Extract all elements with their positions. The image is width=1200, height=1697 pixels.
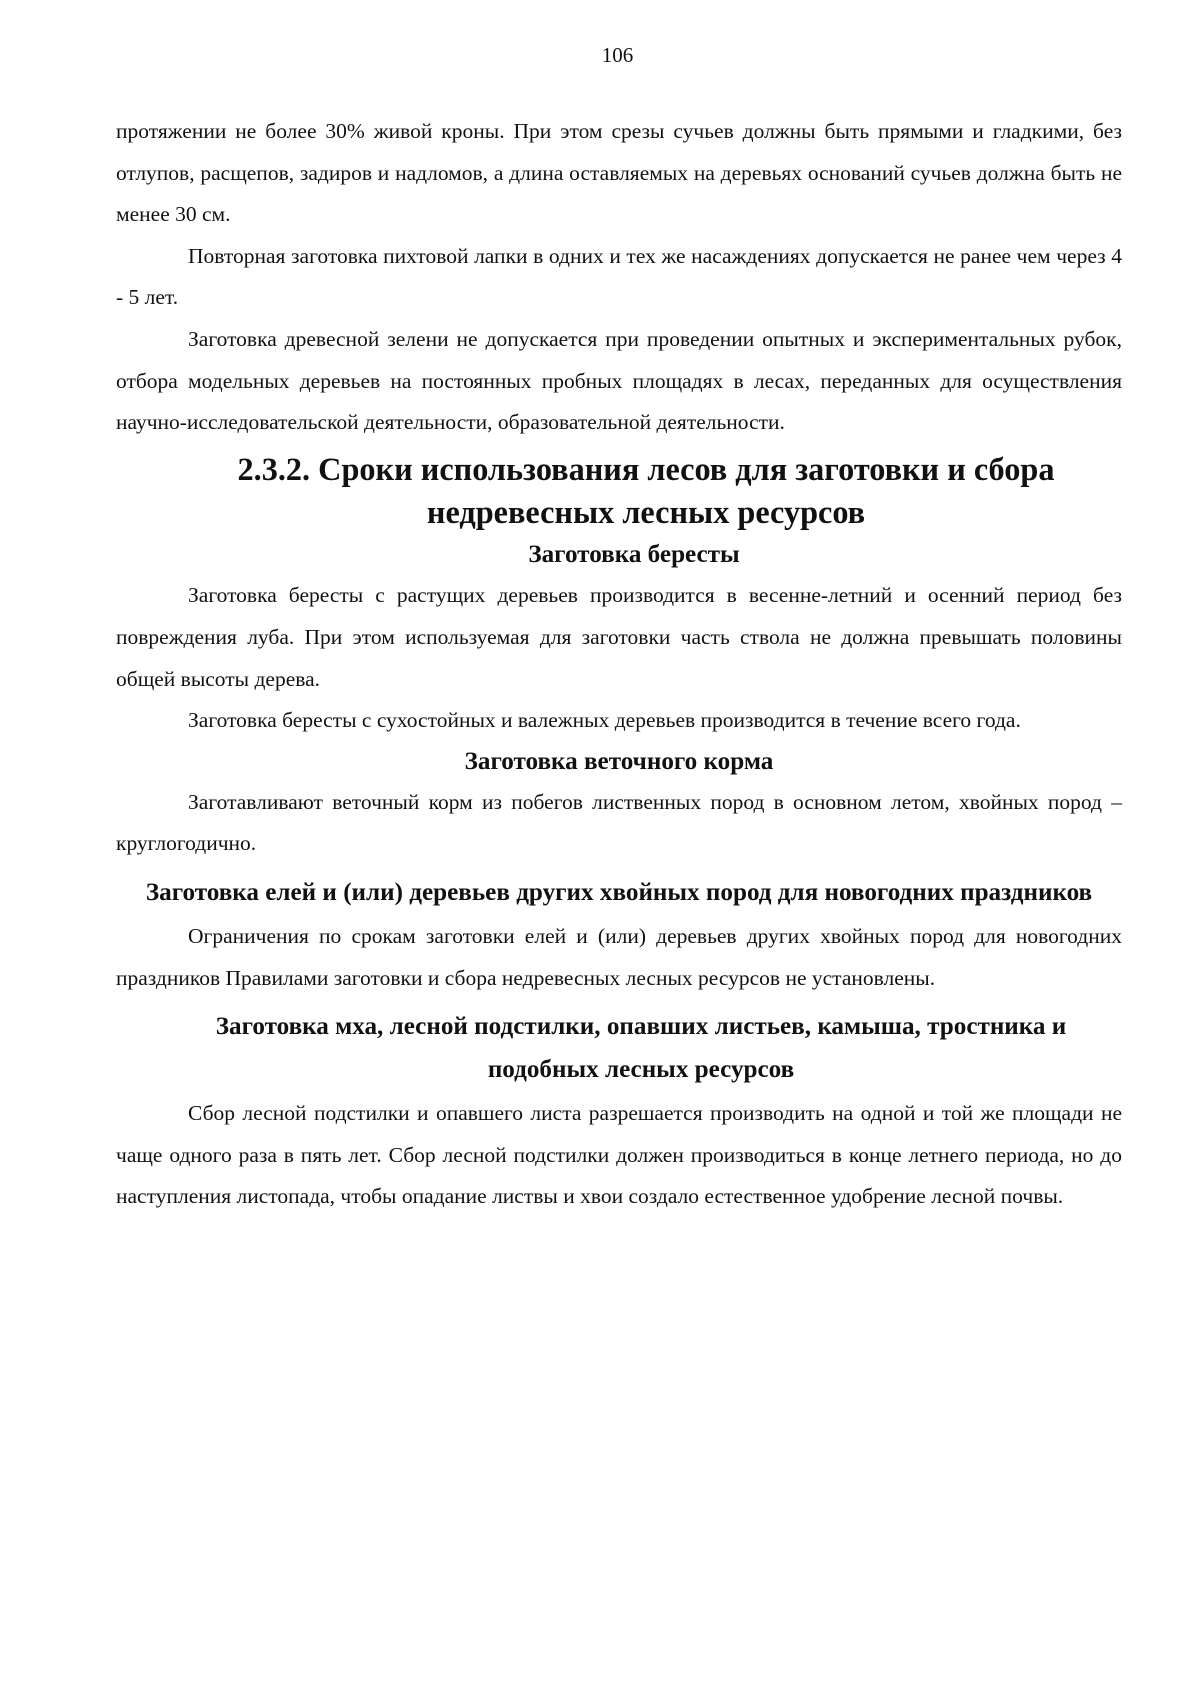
- paragraph-bark-living-trees: Заготовка бересты с растущих деревьев производится в весенне-летний и осенний период без повреждения луба. При этом используемая для заготовки часть ствола не должна превышать половины общей высоты дерева.: [116, 583, 1122, 691]
- paragraph-forest-litter: Сбор лесной подстилки и опавшего листа разрешается производить на одной и той же площади не чаще одного раза в пять лет. Сбор лесной подстилки должен производиться в конце летнего периода, но до наступления листопада, чтобы опадание листвы и хвои создало естественное удобрение лесной почвы.: [116, 1101, 1122, 1209]
- paragraph-greenery-restriction: Заготовка древесной зелени не допускается при проведении опытных и экспериментальных рубок, отбора модельных деревьев на постоянных пробных площадях в лесах, переданных для осуществления научно-исследовательской деятельности, образовательной деятельности.: [116, 326, 1122, 435]
- paragraph-branch-fodder: Заготавливают веточный корм из побегов лиственных пород в основном летом, хвойных пород – круглогодично.: [116, 789, 1122, 856]
- paragraph-bark-dead-trees: Заготовка бересты с сухостойных и валежных деревьев производится в течение всего года.: [188, 708, 1021, 733]
- paragraph-new-year-trees: Ограничения по срокам заготовки елей и (или) деревьев других хвойных пород для новогодних праздников Правилами заготовки и сбора недревесных лесных ресурсов не установлены.: [116, 923, 1122, 990]
- subheading-new-year-trees: Заготовка елей и (или) деревьев других хвойных пород для новогодних праздников: [145, 878, 1093, 906]
- paragraph-branch-pruning: протяжении не более 30% живой кроны. При этом срезы сучьев должны быть прямыми и гладкими, без отлупов, расщепов, задиров и надломов, а длина оставляемых на деревьях оснований сучьев должна быть не менее 30 см.: [116, 119, 1122, 227]
- page-body: [116, 111, 1122, 1218]
- subheading-moss-litter: Заготовка мха, лесной подстилки, опавших листьев, камыша, тростника и подобных лесных ресурсов: [215, 1013, 1067, 1084]
- subheading-branch-fodder: Заготовка веточного корма: [464, 747, 774, 775]
- page-number: 106: [601, 43, 634, 67]
- section-heading: 2.3.2. Сроки использования лесов для заготовки и сбора недревесных лесных ресурсов: [237, 450, 1055, 530]
- paragraph-fir-repeat: Повторная заготовка пихтовой лапки в одних и тех же насаждениях допускается не ранее чем через 4 - 5 лет.: [116, 243, 1122, 310]
- subheading-birch-bark: Заготовка бересты: [528, 540, 740, 568]
